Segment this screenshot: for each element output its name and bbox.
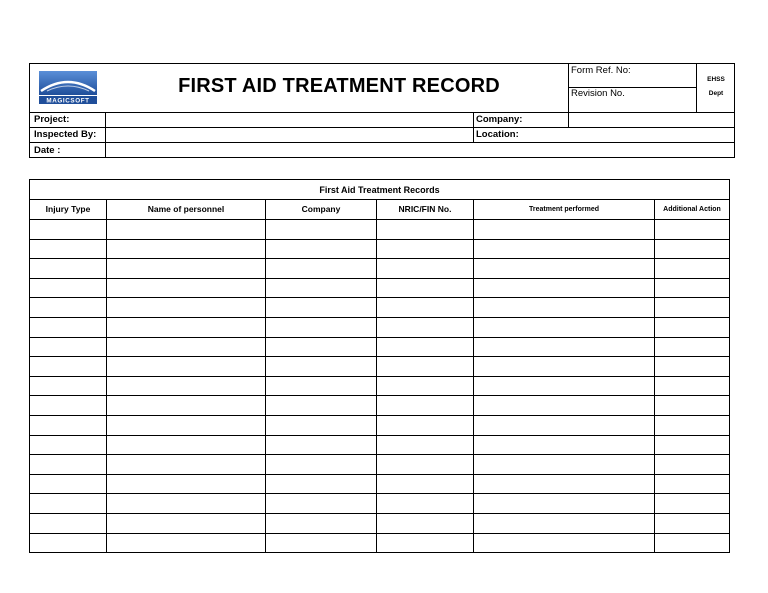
table-row-line [30, 474, 729, 475]
project-label: Project: [34, 114, 70, 125]
table-row-line [30, 415, 729, 416]
col-nric-fin: NRIC/FIN No. [398, 204, 452, 214]
revision-label: Revision No. [571, 88, 625, 99]
col-company: Company [301, 204, 341, 214]
table-row-line [30, 258, 729, 259]
table-row-line [30, 513, 729, 514]
title-right-divider [568, 63, 569, 127]
records-table [29, 179, 730, 553]
table-row-line [30, 395, 729, 396]
row-divider-1 [29, 127, 735, 128]
date-label: Date : [34, 145, 61, 156]
company-label: Company: [476, 114, 523, 125]
table-row-line [30, 356, 729, 357]
col-name-of-personnel: Name of personnel [147, 204, 225, 214]
inspected-by-label: Inspected By: [34, 129, 97, 140]
header-divider [29, 112, 735, 113]
col-injury-type: Injury Type [45, 204, 91, 214]
form-ref-label: Form Ref. No: [571, 65, 631, 76]
middle-divider [473, 112, 474, 142]
page-title: FIRST AID TREATMENT RECORD [178, 75, 500, 97]
table-row-line [30, 219, 729, 220]
table-row-line [30, 435, 729, 436]
dept-label: Dept [708, 90, 724, 97]
table-row-line [30, 454, 729, 455]
table-row-line [30, 376, 729, 377]
dept-code: EHSS [707, 76, 725, 83]
location-label: Location: [476, 129, 519, 140]
table-row-line [30, 239, 729, 240]
table-row-line [30, 297, 729, 298]
form-header [29, 63, 735, 158]
table-row-line [30, 337, 729, 338]
records-title: First Aid Treatment Records [319, 185, 440, 195]
dept-divider [696, 63, 697, 112]
col-treatment-performed: Treatment performed [528, 206, 600, 213]
label-divider [105, 112, 106, 158]
col-additional-action: Additional Action [663, 206, 721, 213]
svg-text:MAGICSOFT: MAGICSOFT [46, 97, 90, 104]
table-row-line [30, 533, 729, 534]
table-row-line [30, 317, 729, 318]
table-row-line [30, 493, 729, 494]
magicsoft-logo [39, 71, 97, 104]
table-row-line [30, 278, 729, 279]
row-divider-2 [29, 142, 735, 143]
